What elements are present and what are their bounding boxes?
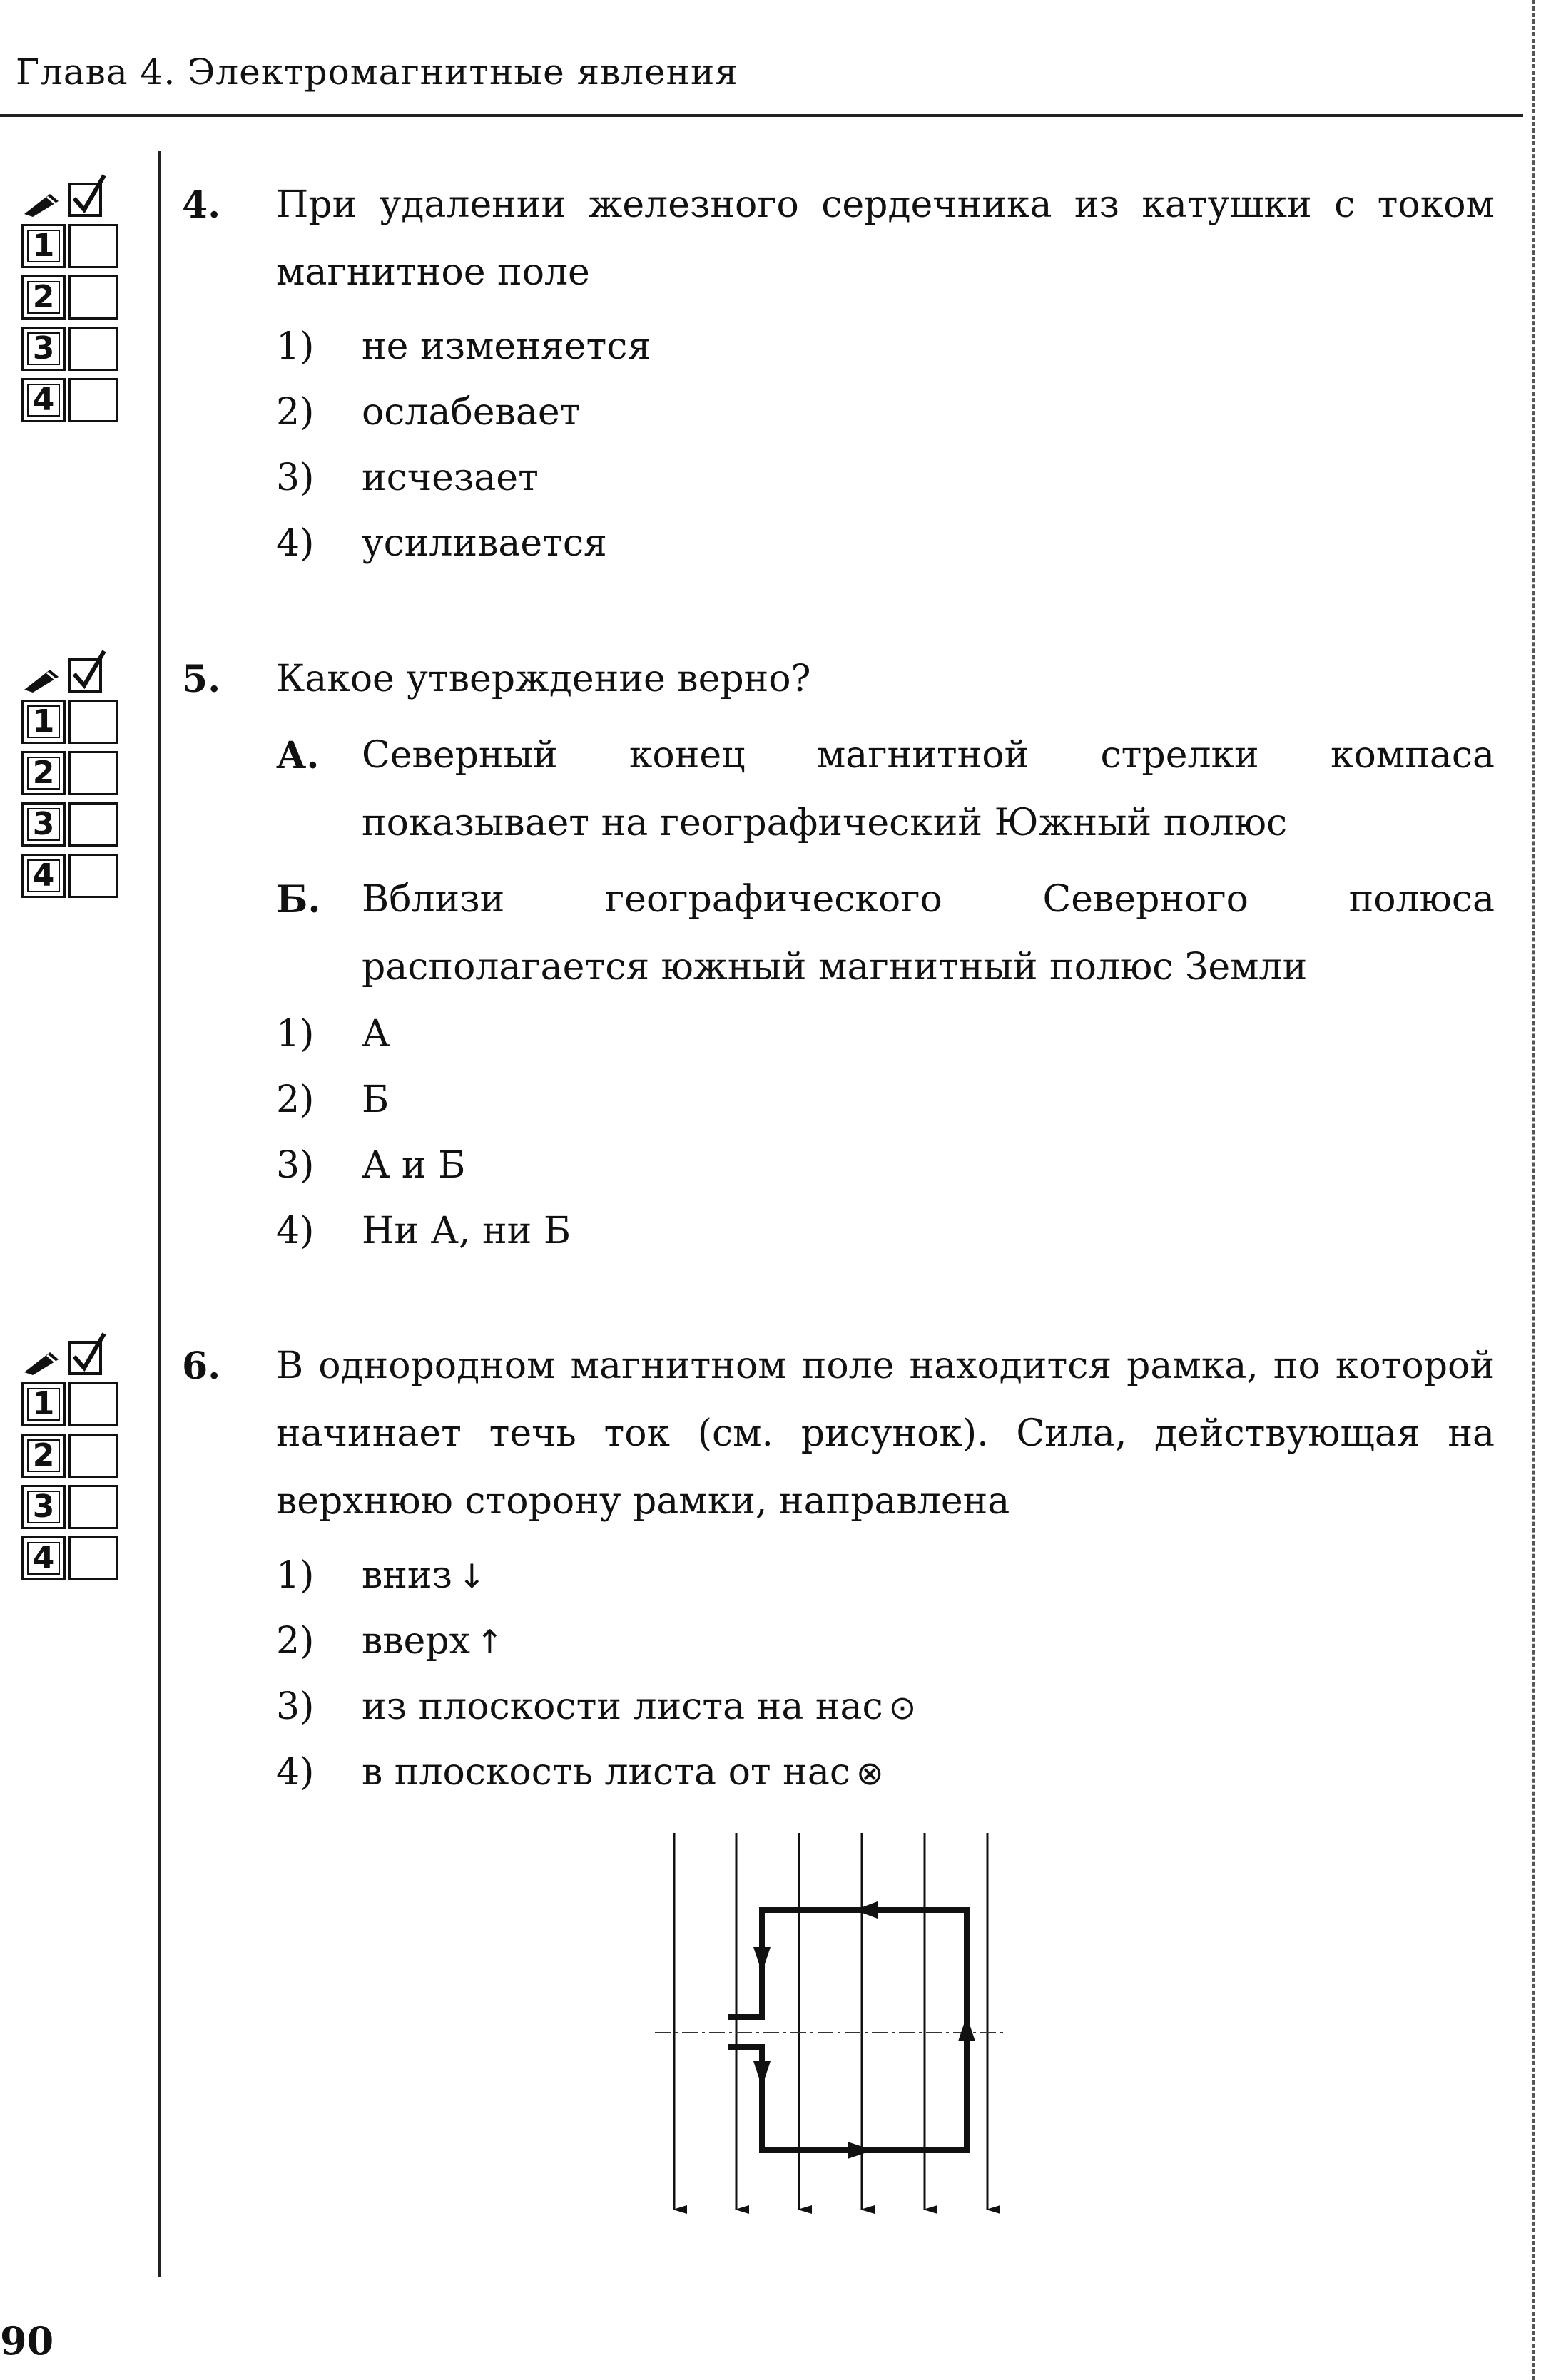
- option-text: исчезает: [362, 456, 539, 499]
- option-number: 4): [276, 1751, 315, 1794]
- pencil-icon: [21, 664, 66, 693]
- statement-text: Вблизи географического Северного полюса располагается южный магнитный полюс Земли: [362, 878, 1495, 989]
- question-text: Какое утверждение верно?: [276, 658, 811, 700]
- statement-letter: Б.: [276, 878, 321, 921]
- option-text: в плоскость листа от нас: [362, 1751, 850, 1794]
- option-number: 1): [276, 325, 315, 368]
- page-edge-cut-line: [1532, 0, 1535, 2380]
- statement-a: [276, 722, 1495, 857]
- answer-number: 2: [21, 275, 66, 320]
- answer-number: 3: [21, 1485, 66, 1529]
- option-list: [276, 314, 1495, 576]
- option-2[interactable]: [276, 1608, 1495, 1674]
- answer-checkbox-1[interactable]: [68, 700, 118, 744]
- option-body: [362, 1751, 1495, 1794]
- option-list: [276, 1001, 1495, 1264]
- option-number: 1): [276, 1013, 315, 1056]
- answer-boxes-q5: [21, 645, 139, 898]
- answer-row-3: [21, 802, 139, 847]
- answer-header: [21, 1328, 139, 1375]
- question-head: [182, 171, 1495, 307]
- into-page-icon: ⊗: [855, 1754, 884, 1792]
- question-number: 5.: [182, 658, 221, 701]
- answer-number: 3: [21, 802, 66, 847]
- answer-number: 4: [21, 854, 66, 898]
- option-text: А и Б: [362, 1144, 466, 1187]
- option-number: 3): [276, 1144, 315, 1187]
- answer-checkbox-4[interactable]: [68, 378, 118, 422]
- answer-number: 2: [21, 1434, 66, 1478]
- arrow-down-icon: [753, 2061, 771, 2087]
- answer-header: [21, 170, 139, 217]
- option-number: 4): [276, 1210, 315, 1252]
- checkbox-checked-icon: [67, 1332, 107, 1375]
- question-head: [182, 1332, 1495, 1536]
- arrow-up-icon: [958, 2016, 975, 2041]
- option-body: [362, 1554, 1495, 1597]
- option-4[interactable]: [276, 1198, 1495, 1264]
- option-3[interactable]: [276, 1674, 1495, 1740]
- option-3[interactable]: [276, 445, 1495, 511]
- answer-number: 3: [21, 327, 66, 371]
- question-text: В однородном магнитном поле находится рамка, по которой начинает течь ток (см. рисунок). Сила, действующая на верхнюю сторону рамки, направлена: [276, 1344, 1495, 1523]
- pencil-icon: [21, 1347, 66, 1375]
- arrow-down-icon: ↓: [457, 1557, 486, 1595]
- option-number: 1): [276, 1554, 315, 1597]
- answer-checkbox-2[interactable]: [68, 1434, 118, 1478]
- statement-text: Северный конец магнитной стрелки компаса показывает на географический Южный полюс: [362, 734, 1495, 844]
- answer-row-3: [21, 327, 139, 371]
- option-1[interactable]: [276, 1001, 1495, 1067]
- option-number: 4): [276, 522, 315, 565]
- option-text: Б: [362, 1078, 390, 1121]
- option-text: вверх: [362, 1620, 470, 1663]
- option-4[interactable]: [276, 511, 1495, 576]
- option-2[interactable]: [276, 379, 1495, 445]
- answer-checkbox-1[interactable]: [68, 224, 118, 268]
- answer-checkbox-2[interactable]: [68, 751, 118, 795]
- option-number: 3): [276, 456, 315, 499]
- option-list: [276, 1543, 1495, 1805]
- statement-b: [276, 866, 1495, 1001]
- answer-row-1: [21, 224, 139, 268]
- current-loop-figure: [642, 1833, 1042, 2232]
- answer-checkbox-1[interactable]: [68, 1382, 118, 1426]
- question-text: При удалении железного сердечника из катушки с током магнитное поле: [276, 183, 1495, 294]
- option-text: вниз: [362, 1554, 452, 1597]
- answer-row-4: [21, 1536, 139, 1580]
- answer-checkbox-4[interactable]: [68, 854, 118, 898]
- option-1[interactable]: [276, 1543, 1495, 1608]
- question-number: 6.: [182, 1344, 221, 1388]
- answer-boxes-q4: [21, 170, 139, 422]
- header-divider: [0, 114, 1523, 117]
- current-direction-arrows: [753, 1901, 975, 2159]
- question-4: [182, 171, 1495, 576]
- option-text: Ни А, ни Б: [362, 1210, 571, 1252]
- option-text: не изменяется: [362, 325, 651, 368]
- arrow-left-icon: [855, 1901, 878, 1919]
- answer-number: 1: [21, 224, 66, 268]
- option-number: 2): [276, 1078, 315, 1121]
- answer-checkbox-2[interactable]: [68, 275, 118, 320]
- option-1[interactable]: [276, 314, 1495, 379]
- answer-row-3: [21, 1485, 139, 1529]
- statement-letter: А.: [276, 734, 320, 777]
- option-number: 2): [276, 391, 315, 434]
- answer-checkbox-3[interactable]: [68, 1485, 118, 1529]
- question-head: [182, 645, 1495, 713]
- option-body: [362, 1620, 1495, 1663]
- chapter-header: Глава 4. Электромагнитные явления: [16, 51, 738, 93]
- option-text: ослабевает: [362, 391, 581, 434]
- answer-number: 4: [21, 1536, 66, 1580]
- option-number: 3): [276, 1685, 315, 1728]
- option-body: [362, 1685, 1495, 1728]
- answer-row-2: [21, 751, 139, 795]
- page-number: 90: [0, 2318, 54, 2364]
- option-text: усиливается: [362, 522, 607, 565]
- question-6: [182, 1332, 1495, 1805]
- checkbox-checked-icon: [67, 650, 107, 693]
- pencil-icon: [21, 188, 66, 217]
- option-text: из плоскости листа на нас: [362, 1685, 883, 1728]
- answer-row-1: [21, 700, 139, 744]
- arrow-right-icon: [848, 2142, 873, 2159]
- answer-row-2: [21, 275, 139, 320]
- answer-row-4: [21, 854, 139, 898]
- answer-header: [21, 645, 139, 693]
- question-5: [182, 645, 1495, 1264]
- option-number: 2): [276, 1620, 315, 1663]
- option-2[interactable]: [276, 1067, 1495, 1133]
- answer-number: 1: [21, 1382, 66, 1426]
- arrow-down-icon: [753, 1947, 771, 1973]
- answer-row-1: [21, 1382, 139, 1426]
- option-4[interactable]: [276, 1740, 1495, 1805]
- answer-number: 4: [21, 378, 66, 422]
- answer-number: 2: [21, 751, 66, 795]
- option-text: А: [362, 1013, 390, 1056]
- answer-boxes-q6: [21, 1328, 139, 1580]
- margin-divider: [158, 151, 161, 2277]
- answer-checkbox-4[interactable]: [68, 1536, 118, 1580]
- arrow-up-icon: ↑: [475, 1623, 504, 1661]
- checkbox-checked-icon: [67, 174, 107, 217]
- answer-checkbox-3[interactable]: [68, 802, 118, 847]
- current-loop: [728, 1910, 967, 2150]
- answer-checkbox-3[interactable]: [68, 327, 118, 371]
- answer-row-2: [21, 1434, 139, 1478]
- question-number: 4.: [182, 183, 221, 227]
- answer-row-4: [21, 378, 139, 422]
- option-3[interactable]: [276, 1133, 1495, 1198]
- out-of-page-icon: ⊙: [888, 1688, 917, 1727]
- answer-number: 1: [21, 700, 66, 744]
